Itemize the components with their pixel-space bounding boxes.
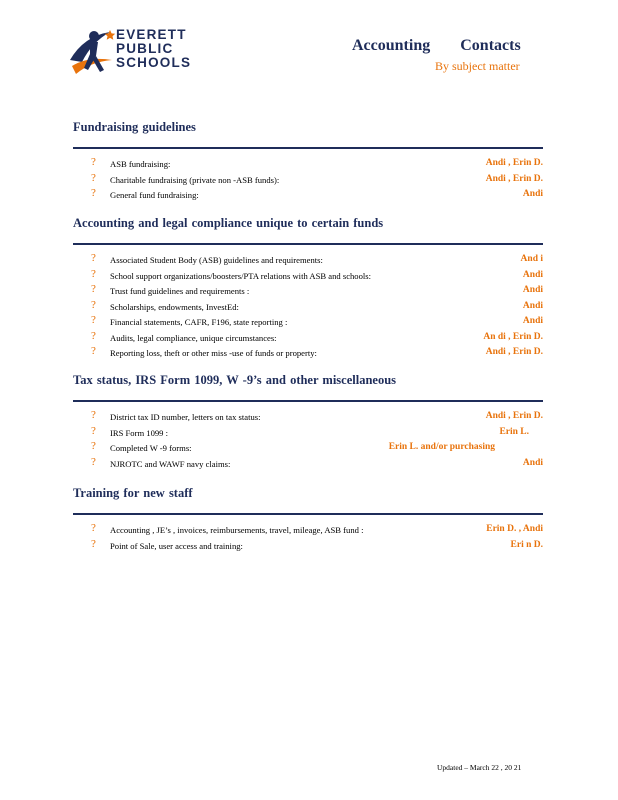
bullet-icon: ? <box>91 252 96 264</box>
district-logo <box>66 26 206 84</box>
section-heading: Accounting and legal compliance unique to certain funds <box>73 216 384 230</box>
page-subtitle: By subject matter <box>435 59 520 73</box>
section-divider <box>73 400 543 402</box>
runner-swoosh-icon <box>66 26 116 84</box>
bullet-icon: ? <box>91 314 96 326</box>
list-item: ? Point of Sale, user access and training: Eri n D. <box>91 537 543 551</box>
section-tax-status <box>73 373 543 473</box>
section-heading: Tax status, IRS Form 1099, W -9’s and other miscellaneous <box>73 373 397 387</box>
section-heading: Training for new staff <box>73 486 193 500</box>
bullet-icon: ? <box>91 537 96 550</box>
page-title <box>352 37 521 55</box>
title-part2: Contacts <box>460 37 521 54</box>
bullet-icon: ? <box>91 455 96 468</box>
list-item: ? Financial statements, CAFR, F196, state reporting : Andi <box>91 314 543 327</box>
bullet-icon: ? <box>91 522 96 534</box>
section-divider <box>73 243 543 245</box>
bullet-icon: ? <box>91 187 96 199</box>
section-fundraising <box>73 120 543 205</box>
bullet-icon: ? <box>91 156 96 168</box>
list-item: ? District tax ID number, letters on tax status: Andi , Erin D. <box>91 409 543 422</box>
bullet-icon: ? <box>91 171 96 184</box>
bullet-icon: ? <box>91 298 96 311</box>
list-item: ? Associated Student Body (ASB) guidelines and requirements: And i <box>91 252 543 265</box>
list-item: ? Scholarships, endowments, InvestEd: Andi <box>91 298 543 312</box>
list-item: ? Completed W -9 forms: Erin L. and/or purchasing <box>91 440 495 453</box>
section-heading: Fundraising guidelines <box>73 120 196 134</box>
list-item: ? Audits, legal compliance, unique circumstances: An di , Erin D. <box>91 329 543 343</box>
bullet-icon: ? <box>91 283 96 295</box>
list-item: ? Accounting , JE’s , invoices, reimbursements, travel, mileage, ASB fund : Erin D. , Andi <box>91 522 543 535</box>
list-item: ? ASB fundraising: Andi , Erin D. <box>91 156 543 169</box>
list-item: ? School support organizations/boosters/PTA relations with ASB and schools: Andi <box>91 267 543 281</box>
section-training <box>73 486 543 555</box>
section-divider <box>73 147 543 149</box>
bullet-icon: ? <box>91 267 96 280</box>
section-accounting-compliance <box>73 216 543 363</box>
list-item: ? Charitable fundraising (private non -ASB funds): Andi , Erin D. <box>91 171 543 185</box>
title-part1: Accounting <box>352 37 431 54</box>
bullet-icon: ? <box>91 424 96 437</box>
list-item: ? Trust fund guidelines and requirements : Andi <box>91 283 543 296</box>
list-item: ? General fund fundraising: Andi <box>91 187 543 200</box>
bullet-icon: ? <box>91 345 96 357</box>
bullet-icon: ? <box>91 409 96 421</box>
list-item: ? NJROTC and WAWF navy claims: Andi <box>91 455 543 469</box>
bullet-icon: ? <box>91 329 96 342</box>
section-divider <box>73 513 543 515</box>
bullet-icon: ? <box>91 440 96 452</box>
list-item: ? IRS Form 1099 : Erin L. <box>91 424 529 438</box>
logo-wordmark: EVERETT PUBLIC SCHOOLS <box>116 27 192 70</box>
list-item: ? Reporting loss, theft or other miss -use of funds or property: Andi , Erin D. <box>91 345 543 358</box>
updated-date: Updated – March 22 , 20 21 <box>437 763 522 772</box>
